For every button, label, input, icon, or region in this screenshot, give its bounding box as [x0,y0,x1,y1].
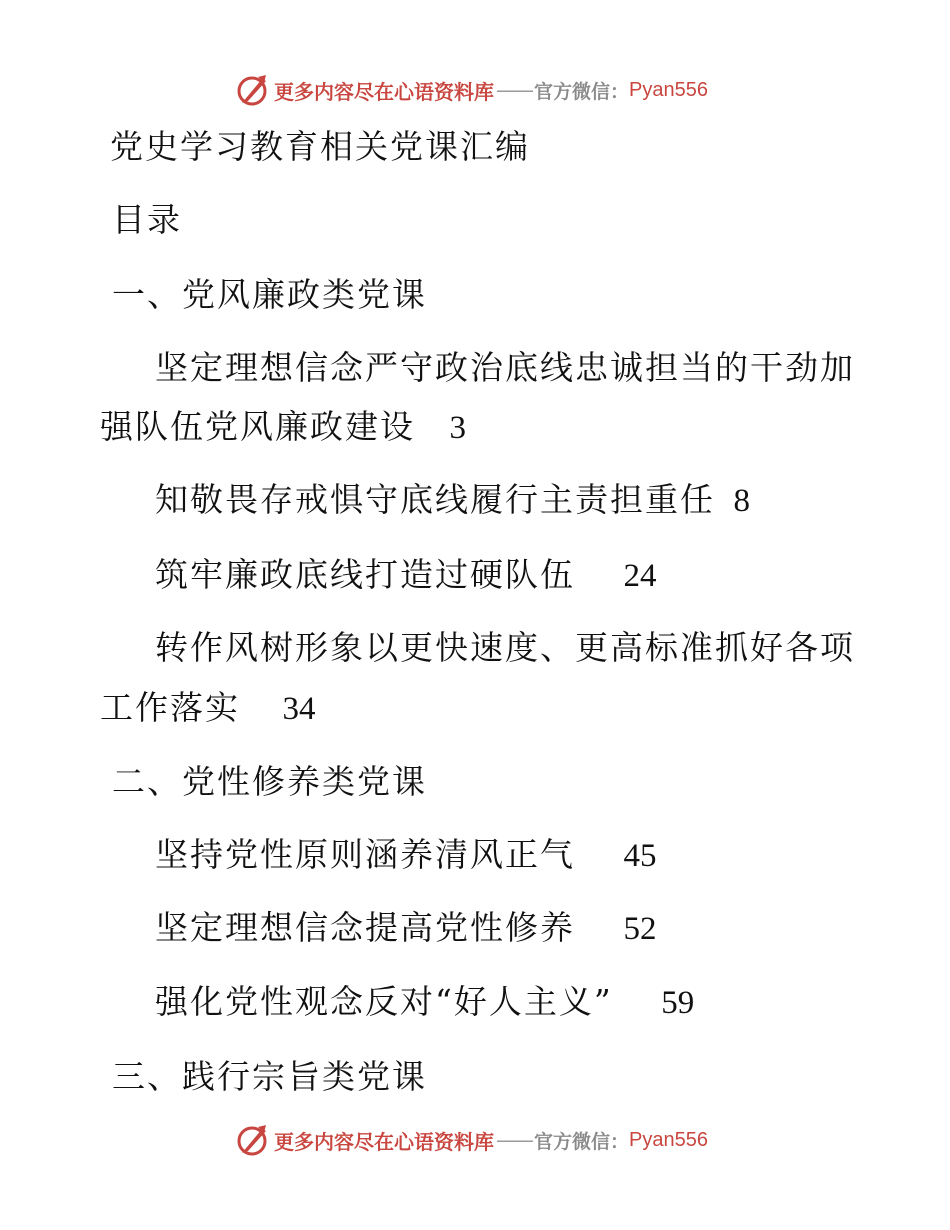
toc-heading: 目录 [112,200,182,239]
toc-entry-line [155,480,750,521]
toc-page-number: 52 [623,911,657,947]
toc-entry-line [100,407,466,448]
section-heading: 二、党性修养类党课 [112,762,427,801]
toc-entry-text: 坚定理想信念提高党性修养 [155,908,575,947]
banner-wechat-id: Pyan556 [629,1128,708,1151]
toc-entry-line [155,835,657,876]
header-watermark-banner [236,72,708,108]
toc-page-number: 34 [282,691,316,727]
toc-page-number: 3 [449,410,466,446]
document-title: 党史学习教育相关党课汇编 [110,127,530,166]
banner-tag-text: 官方微信： [534,1130,630,1153]
toc-page-number: 45 [623,838,657,874]
banner-dash: —— [496,1128,532,1152]
toc-page-number: 24 [623,558,657,594]
toc-page-number: 59 [661,985,695,1021]
toc-entry-line [100,688,316,729]
section-heading: 一、党风廉政类党课 [112,275,427,314]
banner-wechat-id: Pyan556 [629,78,708,101]
toc-entry-text: 知敬畏存戒惧守底线履行主责担重任 [155,480,715,519]
banner-tag-text: 官方微信： [534,80,630,103]
toc-entry-text: 筑牢廉政底线打造过硬队伍 [155,555,575,594]
toc-entry-text: 工作落实 [100,688,240,727]
quill-logo-icon [236,1123,270,1157]
toc-page-number: 8 [733,483,750,519]
banner-main-text: 更多内容尽在心语资料库 [274,1129,494,1154]
toc-entry-line [155,555,657,596]
banner-dash: —— [496,78,532,102]
section-heading: 三、践行宗旨类党课 [112,1057,427,1096]
toc-entry-text: 坚持党性原则涵养清风正气 [155,835,575,874]
toc-entry-line: 转作风树形象以更快速度、更高标准抓好各项 [155,628,855,667]
footer-watermark-banner [236,1122,708,1158]
toc-entry-line: 坚定理想信念严守政治底线忠诚担当的干劲加 [155,348,855,387]
quill-logo-icon [236,73,270,107]
banner-main-text: 更多内容尽在心语资料库 [274,79,494,104]
toc-entry-text: 强化党性观念反对“好人主义” [155,982,613,1021]
toc-entry-line [155,982,694,1023]
toc-entry-text: 强队伍党风廉政建设 [100,407,415,446]
toc-entry-line [155,908,657,949]
